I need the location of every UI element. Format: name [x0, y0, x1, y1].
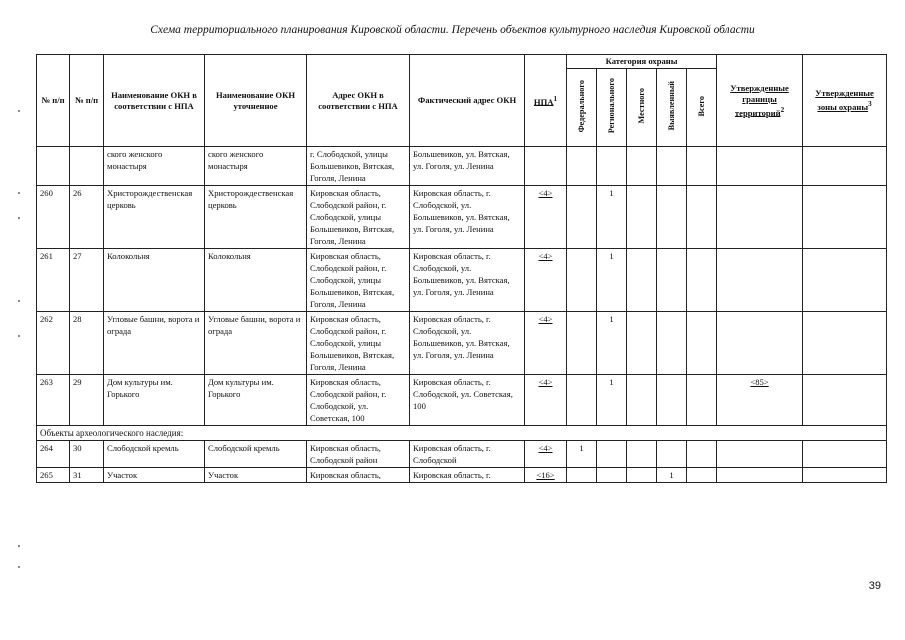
- cell-ident: [657, 147, 687, 186]
- cell-total: [687, 375, 717, 426]
- cell-loc: [627, 375, 657, 426]
- table-row: [37, 186, 887, 249]
- cell-loc: [627, 249, 657, 312]
- cell-loc: [627, 468, 657, 483]
- cell-ident: [657, 312, 687, 375]
- margin-dot: [18, 566, 20, 568]
- cell-npa[interactable]: <4>: [525, 312, 567, 375]
- cell-reg: [597, 441, 627, 468]
- cell-addr: Кировская область, Слободской район, г. Слободской, ул. Советская, 100: [307, 375, 410, 426]
- cell-n2: [70, 147, 104, 186]
- header-np2: № п/п: [70, 55, 104, 147]
- cell-name2: Угловые башни, ворота и ограда: [205, 312, 307, 375]
- cell-reg: 1: [597, 186, 627, 249]
- cell-total: [687, 468, 717, 483]
- heritage-table: [36, 54, 887, 483]
- cell-zones: [803, 312, 887, 375]
- cell-reg: 1: [597, 375, 627, 426]
- cell-addr: г. Слободской, улицы Большевиков, Вятская, Гоголя, Ленина: [307, 147, 410, 186]
- cell-loc: [627, 186, 657, 249]
- cell-total: [687, 441, 717, 468]
- cell-zones: [803, 441, 887, 468]
- cell-name2: ского женского монастыря: [205, 147, 307, 186]
- header-approved-zones[interactable]: Утвержденные зоны охраны$^3$: [803, 55, 887, 147]
- cell-fed: [567, 375, 597, 426]
- cell-name2: Слободской кремль: [205, 441, 307, 468]
- cell-fed: [567, 249, 597, 312]
- cell-reg: [597, 147, 627, 186]
- cell-bounds: [717, 249, 803, 312]
- table-row: [37, 468, 887, 483]
- header-federal: Федерального: [567, 69, 597, 147]
- header-regional: Регионального: [597, 69, 627, 147]
- cell-n1: [37, 147, 70, 186]
- margin-dot: [18, 192, 20, 194]
- cell-n2: 30: [70, 441, 104, 468]
- table-row: [37, 147, 887, 186]
- cell-n2: 29: [70, 375, 104, 426]
- cell-n2: 27: [70, 249, 104, 312]
- cell-name: Колокольня: [104, 249, 205, 312]
- cell-bounds: [717, 468, 803, 483]
- cell-name2: Дом культуры им. Горького: [205, 375, 307, 426]
- cell-loc: [627, 441, 657, 468]
- header-name-npa: Наименование ОКН в соответствии с НПА: [104, 55, 205, 147]
- cell-name: Дом культуры им. Горького: [104, 375, 205, 426]
- header-total: Всего: [687, 69, 717, 147]
- cell-n1: 262: [37, 312, 70, 375]
- cell-n2: 31: [70, 468, 104, 483]
- page-number: 39: [868, 580, 881, 592]
- cell-loc: [627, 147, 657, 186]
- cell-total: [687, 147, 717, 186]
- margin-dot: [18, 335, 20, 337]
- header-addr-npa: Адрес ОКН в соответствии с НПА: [307, 55, 410, 147]
- cell-bounds: [717, 312, 803, 375]
- cell-reg: 1: [597, 249, 627, 312]
- cell-n2: 26: [70, 186, 104, 249]
- cell-fact: Кировская область, г. Слободской, ул. Советская, 100: [410, 375, 525, 426]
- table-row: [37, 312, 887, 375]
- table-row: [37, 249, 887, 312]
- cell-name2: Колокольня: [205, 249, 307, 312]
- cell-npa: [525, 147, 567, 186]
- cell-zones: [803, 468, 887, 483]
- cell-n2: 28: [70, 312, 104, 375]
- cell-reg: 1: [597, 312, 627, 375]
- cell-bounds: [717, 441, 803, 468]
- table-row: [37, 375, 887, 426]
- cell-n1: 260: [37, 186, 70, 249]
- cell-fact: Кировская область, г. Слободской, ул. Большевиков, ул. Вятская, ул. Гоголя, ул. Ленина: [410, 186, 525, 249]
- margin-dot: [18, 217, 20, 219]
- cell-npa[interactable]: <4>: [525, 186, 567, 249]
- cell-fact: Кировская область, г. Слободской: [410, 441, 525, 468]
- cell-npa[interactable]: <4>: [525, 249, 567, 312]
- cell-name2: Христорождественская церковь: [205, 186, 307, 249]
- cell-ident: [657, 186, 687, 249]
- cell-zones: [803, 375, 887, 426]
- cell-fed: [567, 147, 597, 186]
- cell-name: ского женского монастыря: [104, 147, 205, 186]
- header-npa[interactable]: НПА$^1$: [525, 55, 567, 147]
- cell-name2: Участок: [205, 468, 307, 483]
- cell-addr: Кировская область, Слободской район: [307, 441, 410, 468]
- cell-n1: 261: [37, 249, 70, 312]
- cell-zones: [803, 147, 887, 186]
- cell-addr: Кировская область, Слободской район, г. Слободской, улицы Большевиков, Вятская, Гоголя, Ленина: [307, 186, 410, 249]
- document-title: Схема территориального планирования Кировской области. Перечень объектов культурного наследия Кировской области: [150, 24, 755, 36]
- margin-dot: [18, 300, 20, 302]
- cell-bounds: [717, 186, 803, 249]
- header-name-exact: Наименование ОКН уточненное: [205, 55, 307, 147]
- cell-name: Христорождественская церковь: [104, 186, 205, 249]
- cell-fed: [567, 312, 597, 375]
- cell-n1: 264: [37, 441, 70, 468]
- cell-ident: [657, 375, 687, 426]
- cell-addr: Кировская область,: [307, 468, 410, 483]
- cell-ident: 1: [657, 468, 687, 483]
- cell-n1: 263: [37, 375, 70, 426]
- cell-fed: [567, 186, 597, 249]
- section-title: Объекты археологического наследия:: [37, 426, 887, 441]
- cell-npa[interactable]: <16>: [525, 468, 567, 483]
- cell-fact: Кировская область, г.: [410, 468, 525, 483]
- cell-fact: Большевиков, ул. Вятская, ул. Гоголя, ул. Ленина: [410, 147, 525, 186]
- cell-fed: 1: [567, 441, 597, 468]
- cell-ident: [657, 441, 687, 468]
- cell-fact: Кировская область, г. Слободской, ул. Большевиков, ул. Вятская, ул. Гоголя, ул. Ленина: [410, 249, 525, 312]
- cell-npa[interactable]: <4>: [525, 375, 567, 426]
- cell-total: [687, 186, 717, 249]
- cell-reg: [597, 468, 627, 483]
- header-addr-fact: Фактический адрес ОКН: [410, 55, 525, 147]
- cell-ident: [657, 249, 687, 312]
- cell-zones: [803, 186, 887, 249]
- margin-dot: [18, 110, 20, 112]
- header-local: Местного: [627, 69, 657, 147]
- cell-loc: [627, 312, 657, 375]
- cell-name: Угловые башни, ворота и ограда: [104, 312, 205, 375]
- cell-name: Слободской кремль: [104, 441, 205, 468]
- cell-name: Участок: [104, 468, 205, 483]
- header-category: Категория охраны: [567, 55, 717, 69]
- cell-addr: Кировская область, Слободской район, г. Слободской, улицы Большевиков, Вятская, Гоголя, Ленина: [307, 312, 410, 375]
- cell-zones: [803, 249, 887, 312]
- table-body: [37, 147, 887, 483]
- header-np: № п/п: [37, 55, 70, 147]
- cell-bounds: [717, 147, 803, 186]
- cell-fact: Кировская область, г. Слободской, ул. Большевиков, ул. Вятская, ул. Гоголя, ул. Ленина: [410, 312, 525, 375]
- table-row: [37, 441, 887, 468]
- header-identified: Выявленный: [657, 69, 687, 147]
- cell-n1: 265: [37, 468, 70, 483]
- margin-dot: [18, 545, 20, 547]
- section-row: [37, 426, 887, 441]
- header-approved-bounds[interactable]: Утвержденные границы территорий$^2$: [717, 55, 803, 147]
- cell-total: [687, 312, 717, 375]
- cell-total: [687, 249, 717, 312]
- cell-addr: Кировская область, Слободской район, г. Слободской, улицы Большевиков, Вятская, Гоголя, Ленина: [307, 249, 410, 312]
- cell-npa[interactable]: <4>: [525, 441, 567, 468]
- cell-bounds[interactable]: <85>: [717, 375, 803, 426]
- cell-fed: [567, 468, 597, 483]
